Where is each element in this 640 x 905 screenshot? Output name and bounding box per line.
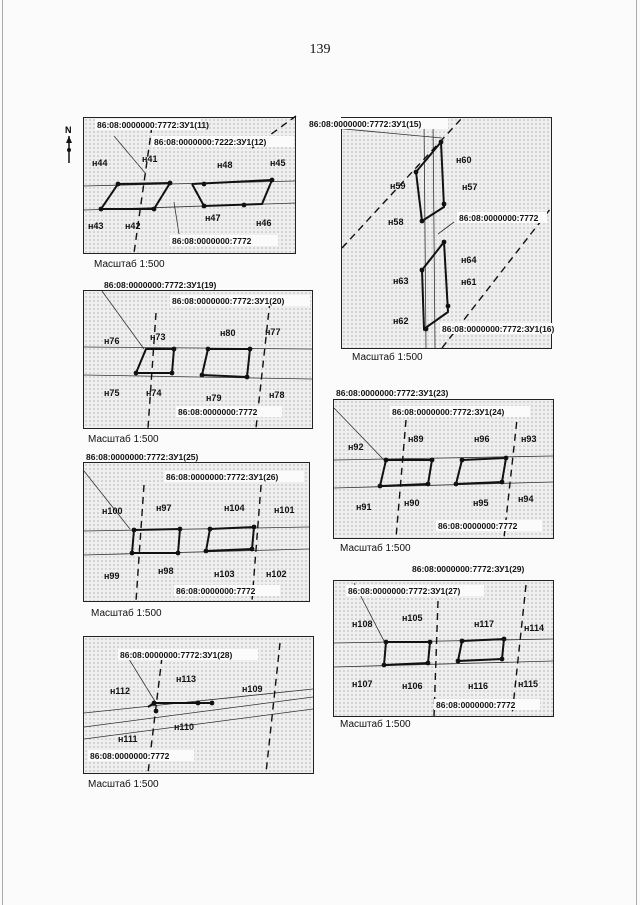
point-label: н110: [174, 722, 194, 732]
point-label: н44: [92, 158, 108, 168]
point-label: н57: [462, 182, 478, 192]
cadastral-label: 86:08:0000000:7772: [178, 407, 258, 417]
map-panel-6: [333, 564, 554, 717]
cadastral-label: 86:08:0000000:7772:ЗУ1(27): [348, 586, 461, 596]
point-label: н63: [393, 276, 409, 286]
point-label: н115: [518, 679, 538, 689]
point-label: н89: [408, 434, 424, 444]
point-label: н42: [125, 221, 141, 231]
map-panel-5: [83, 452, 310, 602]
cadastral-label: 86:08:0000000:7772:ЗУ1(19): [104, 280, 217, 290]
point-label: н61: [461, 277, 477, 287]
point-label: н107: [352, 679, 373, 689]
scan-edge-right: [636, 0, 637, 905]
point-label: н59: [390, 181, 406, 191]
cadastral-label: 86:08:0000000:7772:ЗУ1(26): [166, 472, 279, 482]
point-label: н111: [118, 734, 138, 744]
cadastral-label: 86:08:0000000:7772:ЗУ1(25): [86, 452, 199, 462]
point-label: н114: [524, 623, 544, 633]
north-letter: N: [65, 125, 72, 135]
point-label: н80: [220, 328, 236, 338]
cadastral-label: 86:08:0000000:7772: [436, 700, 516, 710]
point-label: н116: [468, 681, 488, 691]
cadastral-label: 86:08:0000000:7772:ЗУ1(28): [120, 650, 233, 660]
point-label: н77: [265, 327, 281, 337]
point-label: н64: [461, 255, 477, 265]
point-label: н79: [206, 393, 222, 403]
point-label: н102: [266, 569, 287, 579]
point-label: н91: [356, 502, 372, 512]
point-label: н74: [146, 388, 162, 398]
map-panel-2: [309, 117, 555, 349]
point-label: н93: [521, 434, 537, 444]
point-label: н46: [256, 218, 272, 228]
scale-label: Масштаб 1:500: [340, 543, 411, 554]
point-label: н73: [150, 332, 166, 342]
cadastral-label: 86:08:0000000:7772:ЗУ1(20): [172, 296, 285, 306]
point-label: н78: [269, 390, 285, 400]
cadastral-label: 86:08:0000000:7772:ЗУ1(16): [442, 324, 555, 334]
point-label: н98: [158, 566, 174, 576]
point-label: н62: [393, 316, 409, 326]
cadastral-label: 86:08:0000000:7772: [172, 236, 252, 246]
point-label: н100: [102, 506, 123, 516]
cadastral-label: 86:08:0000000:7772: [459, 213, 539, 223]
page-number: 139: [309, 42, 331, 57]
scale-label: Масштаб 1:500: [340, 719, 411, 730]
map-panel-4: [333, 388, 554, 539]
map-panel-3: [83, 280, 313, 429]
point-label: н76: [104, 336, 120, 346]
cadastral-label: 86:08:0000000:7772: [90, 751, 170, 761]
point-label: н90: [404, 498, 420, 508]
cadastral-label: 86:08:0000000:7772:ЗУ1(29): [412, 564, 525, 574]
point-label: н94: [518, 494, 534, 504]
north-arrow-icon: [62, 123, 76, 165]
point-label: н106: [402, 681, 423, 691]
point-label: н41: [142, 154, 158, 164]
point-label: н60: [456, 155, 472, 165]
scale-label: Масштаб 1:500: [88, 434, 159, 445]
cadastral-label: 86:08:0000000:7772:ЗУ1(23): [336, 388, 449, 398]
point-label: н58: [388, 217, 404, 227]
point-label: н109: [242, 684, 263, 694]
cadastral-label: 86:08:0000000:7772:ЗУ1(11): [97, 120, 209, 130]
scan-edge-left: [2, 0, 3, 905]
point-label: н97: [156, 503, 172, 513]
point-label: н104: [224, 503, 245, 513]
point-label: н92: [348, 442, 364, 452]
scale-label: Масштаб 1:500: [88, 779, 159, 790]
point-label: н47: [205, 213, 221, 223]
map-panel-1: [83, 117, 296, 254]
cadastral-label: 86:08:0000000:7222:ЗУ1(12): [154, 137, 267, 147]
map-panel-7: [83, 636, 314, 774]
point-label: н113: [176, 674, 196, 684]
cadastral-label: 86:08:0000000:7772:ЗУ1(24): [392, 407, 505, 417]
point-label: н99: [104, 571, 120, 581]
point-label: н101: [274, 505, 295, 515]
point-label: н117: [474, 619, 494, 629]
point-label: н48: [217, 160, 233, 170]
point-label: н103: [214, 569, 235, 579]
cadastral-label: 86:08:0000000:7772:ЗУ1(15): [309, 119, 422, 129]
point-label: н95: [473, 498, 489, 508]
point-label: н112: [110, 686, 130, 696]
scale-label: Масштаб 1:500: [91, 608, 162, 619]
scale-label: Масштаб 1:500: [94, 259, 165, 270]
point-label: н75: [104, 388, 120, 398]
cadastral-label: 86:08:0000000:7772: [438, 521, 518, 531]
point-label: н43: [88, 221, 104, 231]
point-label: н45: [270, 158, 286, 168]
point-label: н105: [402, 613, 423, 623]
scale-label: Масштаб 1:500: [352, 352, 423, 363]
point-label: н96: [474, 434, 490, 444]
cadastral-label: 86:08:0000000:7772: [176, 586, 256, 596]
point-label: н108: [352, 619, 373, 629]
